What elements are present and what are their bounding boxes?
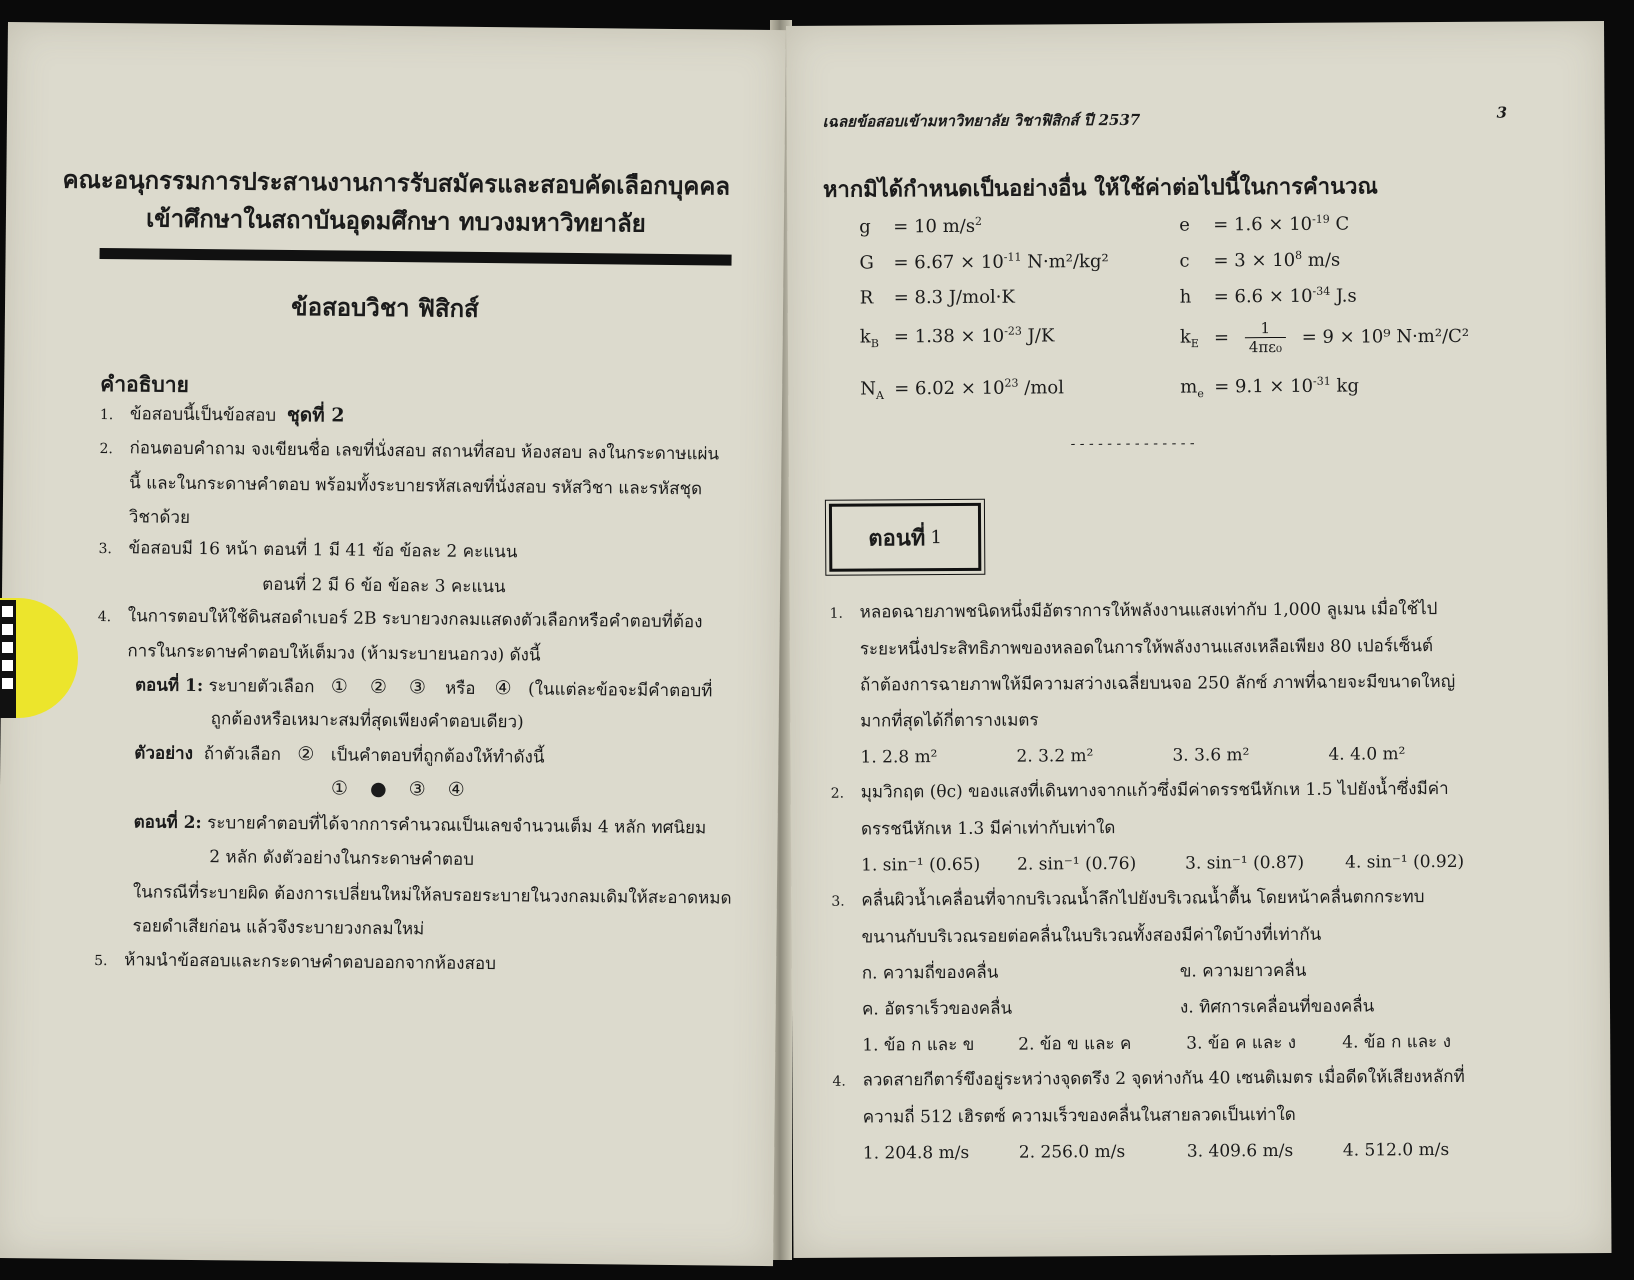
constant-exponent: -19 [1312,212,1330,226]
constants-title: หากมิได้กำหนดเป็นอย่างอื่น ให้ใช้ค่าต่อไปนี้ในการคำนวณ [822,173,1378,203]
constant-exponent: -34 [1312,284,1331,298]
question-number: 1. [829,605,843,622]
statement-d: ง. ทิศการเคลื่อนที่ของคลื่น [1179,996,1375,1018]
part-box-number: 1 [930,526,942,548]
choice-3[interactable]: 3. ข้อ ค และ ง [1186,1032,1297,1054]
constant-exponent: -11 [1003,250,1022,264]
question-4 [832,1064,1465,1167]
instruction-4 [97,603,702,670]
part2-label: ตอนที่ 2: [133,812,202,834]
constant-value: = [1213,327,1230,349]
constant-unit: m/s [1302,249,1341,271]
question-line: ถ้าต้องการฉายภาพให้มีความสว่างเฉลี่ยบนจอ 250 ลักซ์ ภาพที่ฉายจะมีขนาดใหญ่ [859,671,1456,696]
item-line: ก่อนตอบคำถาม จงเขียนชื่อ เลขที่นั่งสอบ สถานที่สอบ ห้องสอบ ลงในกระดาษแผ่น [129,438,720,465]
question-line: มุมวิกฤต (θc) ของแสงที่เดินทางจากแก้วซึ่งมีค่าดรรชนีหักเห 1.5 ไปยังน้ำซึ่งมีค่า [860,778,1449,803]
constant-exponent: -31 [1312,374,1331,388]
clip-square [2,642,13,653]
constant-value: = 8.3 J/mol·K [893,286,1015,309]
item-number: 3. [98,540,112,558]
question-number: 4. [832,1073,846,1090]
constant-kB [860,324,1055,350]
constant-value: = 1.6 × 10 [1213,213,1313,236]
constant-NA [860,376,1064,402]
constant-value: = 3 × 10 [1213,249,1296,272]
choice-2[interactable]: 2. ข้อ ข และ ค [1018,1033,1132,1055]
constant-symbol: c [1179,250,1190,272]
right-page [786,21,1612,1258]
item-line: นี้ และในกระดาษคำตอบ พร้อมทั้งระบายรหัสเลขที่นั่งสอบ รหัสวิชา และรหัสชุด [129,473,703,500]
constant-unit: /mol [1018,377,1065,399]
item-line: การในกระดาษคำตอบให้เต็มวง (ห้ามระบายนอกวง) ดังนี้ [127,641,541,666]
constant-symbol: R [859,287,874,309]
constant-symbol: k [859,326,871,348]
constant-unit: kg [1330,375,1360,397]
constant-unit: J.s [1330,285,1357,307]
constant-unit: C [1329,213,1350,235]
question-line: หลอดฉายภาพชนิดหนึ่งมีอัตราการให้พลังงานแสงเท่ากับ 1,000 ลูเมน เมื่อใช้ไป [859,599,1438,623]
constant-exponent: -23 [1004,324,1022,338]
heading-rule [100,248,732,266]
constant-value: = 1.38 × 10 [893,325,1005,348]
subject-title: ข้อสอบวิชา ฟิสิกส์ [291,291,479,323]
item-number: 5. [94,952,108,970]
constant-symbol: h [1179,286,1192,308]
option-circle-2: ② [369,675,388,699]
constant-exponent: 2 [974,214,983,228]
part-1-box [829,503,981,572]
constant-value: = 10 m/s [893,215,976,238]
constant-symbol: N [860,378,877,400]
running-header: เฉลยข้อสอบเข้ามหาวิทยาลัย วิชาฟิสิกส์ ปี 2537 [822,110,1141,131]
option-circle-4: ④ [494,677,512,700]
statement-a: ก. ความถี่ของคลื่น [861,962,999,984]
clip-square [2,606,13,617]
set-number: ชุดที่ 2 [286,403,345,427]
part2-instruction [133,809,706,841]
instruction-3 [98,535,518,600]
constant-R [860,287,1015,309]
left-page [0,22,786,1266]
choice-4[interactable]: 4. sin⁻¹ (0.92) [1345,851,1465,873]
ke-fraction [1245,319,1286,356]
constant-G [859,250,1108,274]
example-marks [320,775,476,804]
question-line: ดรรชนีหักเห 1.3 มีค่าเท่ากับเท่าใด [860,818,1116,840]
choice-4[interactable]: 4. ข้อ ก และ ง [1342,1031,1452,1053]
constant-kE [1180,318,1469,357]
item-text: ข้อสอบนี้เป็นข้อสอบ [129,404,277,426]
instruction-1 [100,400,345,431]
constant-unit: J/K [1021,325,1055,347]
constant-g [859,215,982,238]
item-number: 4. [97,608,112,626]
item-line: ในการตอบให้ใช้ดินสอดำเบอร์ 2B ระบายวงกลมแสดงตัวเลือกหรือคำตอบที่ต้อง [127,606,703,633]
option-circle-1: ① [330,675,349,698]
constant-unit: N·m²/kg² [1021,251,1109,273]
constant-symbol: k [1179,326,1191,348]
instruction-2 [99,435,720,536]
example-choice-circle: ② [297,743,315,766]
question-line: ขนานกับบริเวณรอยต่อคลื่นในบริเวณทั้งสองมีค่าใดบ้างที่เท่ากัน [861,924,1322,948]
part1-instruction [135,671,713,704]
committee-heading [46,160,747,243]
example-tail: เป็นคำตอบที่ถูกต้องให้ทำดังนี้ [330,745,545,768]
heading-line-2: เข้าศึกษาในสถาบันอุดมศึกษา ทบวงมหาวิทยาลัย [145,203,646,238]
option-circle-3: ③ [408,676,427,699]
choice-3[interactable]: 3. sin⁻¹ (0.87) [1185,852,1305,874]
clip-square [2,678,13,689]
choice-3[interactable]: 3. 3.6 m² [1172,745,1250,766]
note-line: รอยดำเสียก่อน แล้วจึงระบายวงกลมใหม่ [132,916,425,940]
constant-symbol: e [1179,214,1190,236]
constant-unit: = 9 × 10⁹ N·m²/C² [1301,325,1470,348]
part-box-label: ตอนที่ [868,524,926,552]
mark-circle-4: ④ [447,778,465,801]
constant-subscript: A [875,389,885,403]
constant-symbol: g [859,216,871,238]
constant-h [1180,285,1357,308]
constant-subscript: E [1190,336,1199,350]
part2-line2: 2 หลัก ดังตัวอย่างในกระดาษคำตอบ [209,847,475,870]
item-number: 2. [99,440,113,458]
example-label: ตัวอย่าง [134,743,194,764]
constant-subscript: B [870,337,879,351]
question-line: ระยะหนึ่งประสิทธิภาพของหลอดในการให้พลังงานแสงเหลือเพียง 80 เปอร์เซ็นต์ [859,636,1434,660]
constant-subscript: e [1197,387,1204,401]
part1-note: (ในแต่ละข้อจะมีคำตอบที่ [527,679,713,702]
question-3 [831,884,1451,1059]
part1-line2: ถูกต้องหรือเหมาะสมที่สุดเพียงคำตอบเดียว) [210,709,524,733]
choice-2[interactable]: 2. 256.0 m/s [1018,1141,1126,1163]
separator-line: - - - - - - - - - - - - - - [1070,435,1195,453]
part2-line1: ระบายคำตอบที่ได้จากการคำนวณเป็นเลขจำนวนเต็ม 4 หลัก ทศนิยม [207,813,707,839]
choice-3[interactable]: 3. 409.6 m/s [1186,1140,1294,1162]
constant-exponent: 23 [1004,376,1019,390]
mark-filled-circle: ● [369,777,387,801]
constant-value: = 6.6 × 10 [1213,285,1313,308]
constant-symbol: m [1180,376,1198,398]
constant-value: = 6.02 × 10 [894,377,1005,400]
part1-label: ตอนที่ 1: [134,675,204,697]
item-line: ตอนที่ 2 มี 6 ข้อ ข้อละ 3 คะแนน [262,574,506,598]
wrong-mark-note [132,879,731,945]
constant-symbol: G [859,252,874,274]
constant-me [1180,375,1359,401]
heading-line-1: คณะอนุกรรมการประสานงานการรับสมัครและสอบคัดเลือกบุคคล [62,164,731,201]
question-number: 2. [830,785,845,802]
item-line: ข้อสอบมี 16 หน้า ตอนที่ 1 มี 41 ข้อ ข้อละ 2 คะแนน [128,538,518,563]
mark-circle-1: ① [330,777,349,800]
clip-tab [0,600,16,718]
question-1 [830,596,1456,771]
question-2 [831,776,1465,879]
item-number: 1. [99,406,114,424]
choice-1[interactable]: 1. 204.8 m/s [862,1142,970,1164]
constant-c [1179,249,1340,272]
choice-1[interactable]: 1. sin⁻¹ (0.65) [861,854,981,876]
question-line: คลื่นผิวน้ำเคลื่อนที่จากบริเวณน้ำลึกไปยังบริเวณน้ำตื้น โดยหน้าคลื่นตกกระทบ [861,887,1425,911]
instructions-label: คำอธิบาย [100,370,190,397]
choice-4[interactable]: 4. 512.0 m/s [1342,1139,1450,1161]
question-number: 3. [831,893,845,910]
clip-square [2,660,13,671]
question-line: ความถี่ 512 เฮิรตซ์ ความเร็วของคลื่นในสายลวดเป็นเท่าใด [862,1104,1296,1128]
constant-e [1179,213,1349,236]
choice-1[interactable]: 1. ข้อ ก และ ข [862,1034,975,1056]
question-line: มากที่สุดได้กี่ตารางเมตร [860,710,1039,732]
item-line: วิชาด้วย [128,507,191,528]
item-text: ห้ามนำข้อสอบและกระดาษคำตอบออกจากห้องสอบ [124,950,497,975]
constant-value: = 6.67 × 10 [893,251,1004,274]
clip-square [2,624,13,635]
part1-text: ระบายตัวเลือก [208,676,315,698]
example-text: ถ้าตัวเลือก [203,744,282,765]
fraction-numerator: 1 [1245,319,1286,338]
statement-b: ข. ความยาวคลื่น [1179,960,1307,982]
page-number: 3 [1496,103,1508,122]
fraction-denominator: 4πε₀ [1248,337,1283,357]
note-line: ในกรณีที่ระบายผิด ต้องการเปลี่ยนใหม่ให้ลบรอยระบายในวงกลมเดิมให้สะอาดหมด [132,882,732,909]
statement-c: ค. อัตราเร็วของคลื่น [861,998,1013,1020]
or-word: หรือ [444,678,476,699]
choice-1[interactable]: 1. 2.8 m² [860,747,938,768]
choice-2[interactable]: 2. 3.2 m² [1016,746,1094,767]
mark-circle-3: ③ [408,778,426,801]
constant-value: = 9.1 × 10 [1214,375,1314,398]
constant-exponent: 8 [1295,248,1303,262]
example-line [134,739,544,770]
question-line: ลวดสายกีตาร์ขึงอยู่ระหว่างจุดตรึง 2 จุดห่างกัน 40 เซนติเมตร เมื่อดีดให้เสียงหลักที่ [862,1066,1465,1091]
choice-2[interactable]: 2. sin⁻¹ (0.76) [1017,853,1137,875]
choice-4[interactable]: 4. 4.0 m² [1328,744,1406,765]
instruction-5 [94,947,496,978]
